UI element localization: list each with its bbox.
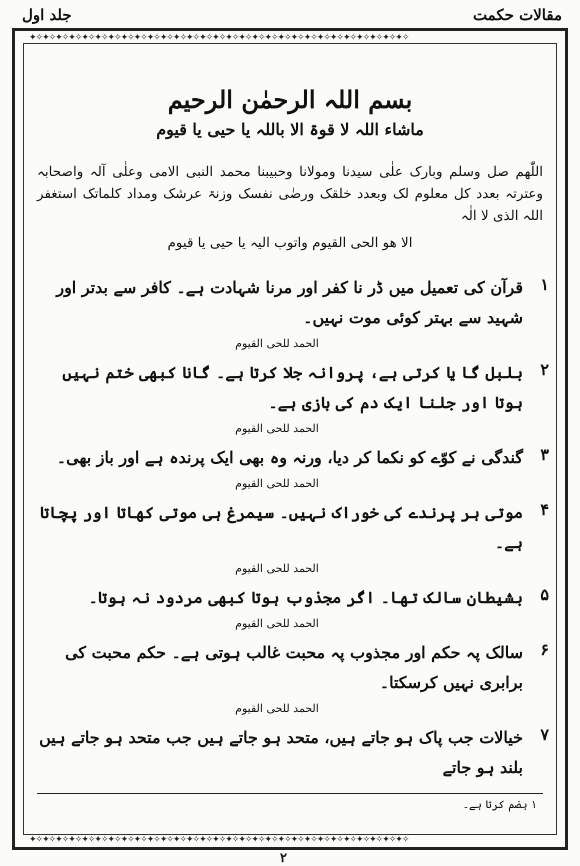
hamd-line: الحمد للحی القیوم — [235, 702, 319, 715]
item-text: سالک پہ حکم اور مجذوب پہ محبت غالب ہوتی ہے۔ حکم محبت کی برابری نہیں کرسکتا۔ — [65, 643, 523, 692]
item-text: بشیطان سالک تھا۔ اگر مجذوب ہوتا کبھی مردود نہ ہوتا۔ — [88, 588, 523, 607]
decorative-border-bottom: ✦✧✦✧✦✧✦✧✦✧✦✧✦✧✦✧✦✧✦✧✦✧✦✧✦✧✦✧✦✧✦✧✦✧✦✧✦✧✦✧✦✧✦✧✦✧✦✧✦✧✦✧✦✧✦✧✦✧ — [29, 835, 409, 845]
page-number: ۲ — [280, 851, 287, 866]
item-number: ۴ — [540, 500, 549, 519]
bismillah: بسم اللہ الرحمٰن الرحیم — [167, 85, 413, 114]
footnote: ۱ ہضم کرتا ہے۔ — [462, 798, 537, 811]
page-frame — [12, 28, 568, 850]
list-item — [31, 358, 549, 435]
hamd-line: الحمد للحی القیوم — [235, 477, 319, 490]
item-text: موتی ہر پرندے کی خوراک نہیں۔ سیمرغ ہی موتی کھاتا اور پچاتا ہے۔ — [39, 503, 523, 552]
list-item — [31, 443, 549, 490]
list-item — [31, 638, 549, 715]
item-text: بلبل گا یا کرتی ہے، پروانہ جلا کرتا ہے۔ گانا کبھی ختم نہیں ہوتا اور جلنا ایک دم کی بازی ہے۔ — [62, 363, 523, 412]
page-content — [31, 67, 549, 821]
aphorism-list — [31, 273, 549, 783]
decorative-border-top: ✦✧✦✧✦✧✦✧✦✧✦✧✦✧✦✧✦✧✦✧✦✧✦✧✦✧✦✧✦✧✦✧✦✧✦✧✦✧✦✧✦✧✦✧✦✧✦✧✦✧✦✧✦✧✦✧✦✧ — [29, 33, 409, 43]
item-text: قرآن کی تعمیل میں ڈر نا کفر اور مرنا شہادت ہے۔ کافر سے بدتر اور شہید سے بہتر کوئی موت نہیں۔ — [56, 278, 523, 327]
list-item — [31, 273, 549, 350]
list-item — [31, 583, 549, 630]
footnote-divider — [37, 793, 543, 794]
item-text: گندگی نے کوّے کو نکما کر دیا، ورنہ وہ بھی ایک پرندہ ہے اور باز بھی۔ — [56, 448, 523, 467]
mashallah-line: ماشاء اللہ لا قوۃ الا باللہ یا حیی یا قیوم — [156, 120, 424, 139]
item-number: ۷ — [540, 725, 549, 744]
hamd-line: الحمد للحی القیوم — [235, 562, 319, 575]
dua-last-line: الا ھو الحی القیوم واتوب الیہ یا حیی یا قیوم — [167, 235, 413, 251]
hamd-line: الحمد للحی القیوم — [235, 337, 319, 350]
hamd-line: الحمد للحی القیوم — [235, 422, 319, 435]
item-number: ۶ — [540, 640, 549, 659]
item-number: ۱ — [540, 275, 549, 294]
book-title: مقالات حکمت — [472, 6, 562, 24]
item-number: ۲ — [540, 360, 549, 379]
volume-label: جلد اول — [22, 6, 72, 24]
dua-paragraph: اللّٰھم صل وسلم وبارک علٰی سیدنا ومولانا وحبیبنا محمد النبی الامی وعلٰی آلہ واصحابہ وعترتہ بعدد کل معلوم لک وبعدد خلقک ورضٰی نفسک وزنۃ عرشک ومداد کلماتک استغفر اللہ الذی لا الٰہ — [37, 164, 543, 224]
item-number: ۳ — [540, 445, 549, 464]
item-number: ۵ — [540, 585, 549, 604]
list-item — [31, 498, 549, 575]
hamd-line: الحمد للحی القیوم — [235, 617, 319, 630]
list-item — [31, 723, 549, 783]
item-text: خیالات جب پاک ہو جاتے ہیں، متحد ہو جاتے ہیں جب متحد ہو جاتے ہیں بلند ہو جاتے — [39, 728, 523, 777]
